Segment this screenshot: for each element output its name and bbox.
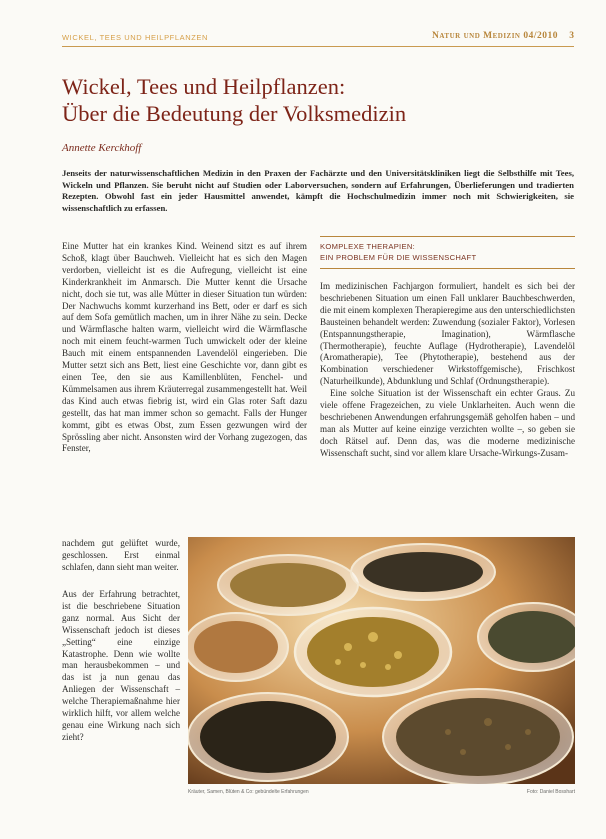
subhead-rule-bottom: [320, 268, 575, 269]
header-rule: [62, 46, 574, 47]
running-head: [62, 33, 574, 47]
running-head-magazine: Natur und Medizin 04/2010: [432, 31, 558, 41]
subhead-line-2: EIN PROBLEM FÜR DIE WISSENSCHAFT: [320, 253, 477, 262]
body-paragraph-2: Aus der Erfahrung betrachtet, ist die beschriebene Situation ganz normal. Aus Sicht der Wissenschaft jedoch ist dieses „Setting“ eine einzige Katastrophe. Denn wie wollte man herausbekommen – und das ist ja nun genau das Anliegen der Wissenschaft – welche Therapiemaßnahme hier wirklich hilft, vor allem welche genau eine Wirkung nach sich zieht?: [62, 589, 180, 742]
body-column-2: [320, 281, 575, 460]
body-column-1-wrap: nachdem gut gelüftet wurde, geschlossen. Erst einmal schlafen, dann sieht man weiter.: [62, 538, 180, 572]
photo-caption: [188, 789, 575, 799]
running-head-section: WICKEL, TEES UND HEILPFLANZEN: [62, 33, 209, 42]
herbs-bowls-illustration: [188, 537, 575, 784]
title-line-1: Wickel, Tees und Heilpflanzen:: [62, 74, 346, 99]
body-paragraph-3: Im medizinischen Fachjargon formuliert, handelt es sich bei der beschriebenen Situation um einen Fall unklarer Bauchbeschwerden, die mit einem komplexen Therapieregime aus den unterschiedlichsten Bausteinen behandelt werden: Zuwendung (sozialer Faktor), Vorlesen (Entspannungstherapie, Imagination), Wärmflasche (Thermotherapie), feuchte Auflage (Hydrotherapie), Lavendelöl (Aromatherapie), Tee (Phytotherapie), bestehend aus der Kombination verschiedener Wirkstoffgemische), Frischkost (Naturheilkunde), Abdunklung und Schlaf (Ordnungstherapie).: [320, 281, 575, 387]
body-paragraph-4: Eine solche Situation ist der Wissenschaft ein echter Graus. Zu viele offene Fragezeichen, zu viele Unklarheiten. Auch wenn die beschriebenen Anwendungen erfahrungsgemäß geholfen haben – und man als Mutter auf keine einzige verzichten wollte –, so geben sie doch Rätsel auf. Denn das, was die moderne medizinische Wissenschaft sucht, sind vor allem klare Ursache-Wirkungs-Zusam-: [320, 388, 575, 458]
title-line-2: Über die Bedeutung der Volksmedizin: [62, 101, 407, 126]
herbs-photo: [188, 537, 575, 784]
photo-credit: Foto: Daniel Bosshart: [526, 789, 575, 795]
body-column-1: Eine Mutter hat ein krankes Kind. Weinend sitzt es auf ihrem Schoß, klagt über Bauchweh. Vielleicht hat es sich den Magen verdorben, vielleicht ist es die Aufregung, vielleicht ist eine Kinderkrankheit im Anmarsch. Die Mutter kennt die Ursache nicht, doch sie tut, was alle Mütter in dieser Situation tun würden: Der Nachwuchs kommt kurzerhand ins Bett, oder er darf es sich auf dem Sofa gemütlich machen, um in ihrer Nähe zu sein. Decke und Wärmflasche halten warm, vielleicht wird die Wärmflasche noch mit einem feucht-warmen Tuch umwickelt oder der kleine Bauch mit einem entspannenden Lavendelöl eingerieben. Die Mutter setzt sich ans Bett, liest eine Geschichte vor, dann gibt es einen Tee, den sie aus Kamillenblüten, Fenchel- und Kümmelsamen aus ihrem Kräuterregal zusammengestellt hat. Weil das Kind auch etwas fiebrig ist, wird ein Glas roter Saft dazu gestellt, das hat man immer schon so gemacht. Falls der Hunger kommt, gibt es etwas Obst, zum Essen gezwungen wird der Sprössling aber nicht. Ansonsten wird der Vorhang zugezogen, das Fenster,: [62, 241, 307, 454]
page-number: 3: [569, 31, 574, 41]
author-byline: Annette Kerckhoff: [62, 142, 142, 154]
subhead-line-1: KOMPLEXE THERAPIEN:: [320, 242, 416, 251]
section-subhead: [320, 241, 575, 263]
caption-text: Kräuter, Samen, Blüten & Co: gebündelte Erfahrungen: [188, 789, 309, 795]
body-column-1-lower: [62, 589, 180, 744]
subhead-rule-top: [320, 236, 575, 237]
article-title: [62, 73, 574, 127]
lead-paragraph: Jenseits der naturwissenschaftlichen Medizin in den Praxen der Fachärzte und den Universitätskliniken liegt die Selbsthilfe mit Tees, Wickeln und Pflanzen. Sie beruht nicht auf Studien oder Laborversuchen, sondern auf Erfahrungen, Überlieferungen und tradierten Rezepten. Obwohl fast ein jeder Hausmittel anwendet, kämpft die Hochschulmedizin immer noch mit Schwierigkeiten, sie wissenschaftlich zu erfassen.: [62, 168, 574, 213]
